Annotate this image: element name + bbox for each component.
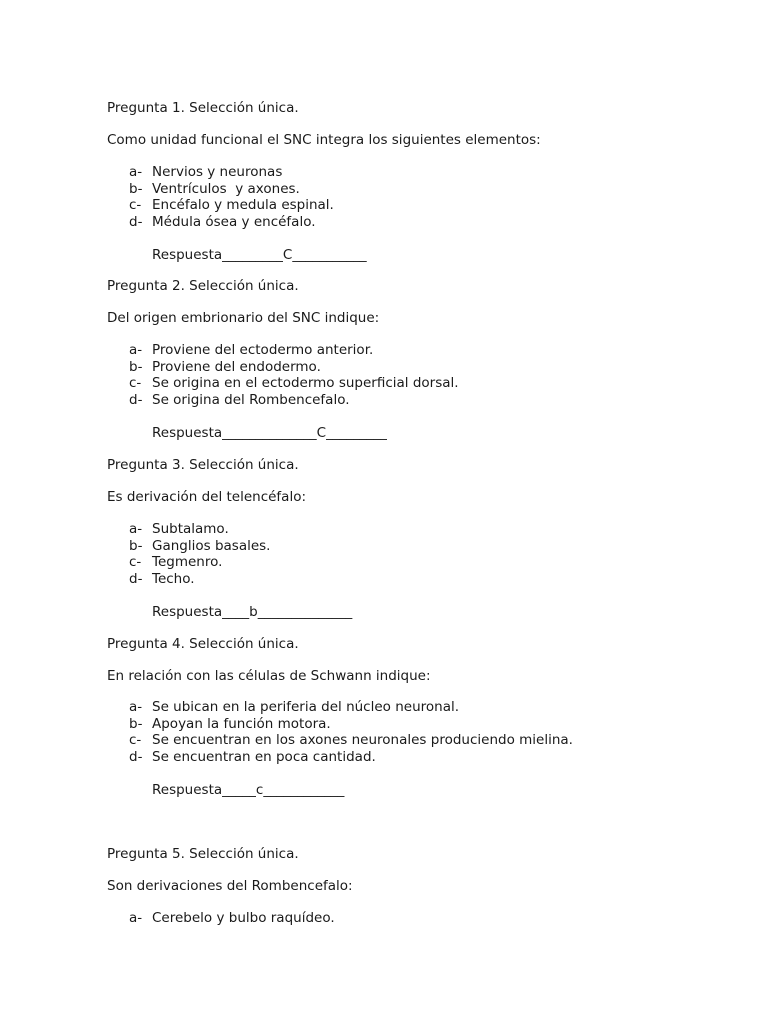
question-4-stem: En relación con las células de Schwann indique: (107, 668, 431, 684)
option-text: Se encuentran en poca cantidad. (152, 749, 376, 766)
option-item (129, 554, 270, 571)
question-4-answer: Respuesta_____c____________ (152, 782, 345, 798)
question-3-title: Pregunta 3. Selección única. (107, 457, 299, 473)
question-5-title: Pregunta 5. Selección única. (107, 846, 299, 862)
option-item (129, 197, 334, 214)
option-item (129, 571, 270, 588)
option-item (129, 181, 334, 198)
option-item (129, 910, 335, 927)
option-text: Cerebelo y bulbo raquídeo. (152, 910, 335, 926)
question-1-stem: Como unidad funcional el SNC integra los siguientes elementos: (107, 132, 541, 148)
option-text: Proviene del ectodermo anterior. (152, 342, 374, 358)
question-3-answer: Respuesta____b______________ (152, 604, 353, 620)
option-letter: a- (129, 342, 143, 358)
option-item (129, 699, 573, 716)
question-3-options (129, 521, 270, 588)
question-3-stem: Es derivación del telencéfalo: (107, 489, 307, 505)
option-letter: d- (129, 571, 143, 588)
option-item (129, 164, 334, 181)
option-item (129, 359, 459, 376)
option-letter: c- (129, 554, 142, 571)
option-text: Ventrículos y axones. (152, 180, 300, 197)
option-text: Subtalamo. (152, 521, 229, 537)
question-2-stem: Del origen embrionario del SNC indique: (107, 310, 380, 326)
option-item (129, 749, 573, 766)
option-text: Se encuentran en los axones neuronales produciendo mielina. (152, 732, 573, 749)
option-text: Proviene del endodermo. (152, 358, 321, 375)
option-text: Techo. (152, 571, 195, 588)
option-letter: a- (129, 164, 143, 180)
option-letter: b- (129, 715, 143, 732)
option-letter: c- (129, 732, 142, 749)
question-5-options (129, 910, 335, 927)
option-item (129, 392, 459, 409)
option-text: Ganglios basales. (152, 537, 271, 554)
option-text: Nervios y neuronas (152, 164, 283, 180)
option-letter: a- (129, 910, 143, 926)
question-1-options (129, 164, 334, 231)
option-text: Apoyan la función motora. (152, 715, 331, 732)
option-text: Médula ósea y encéfalo. (152, 214, 316, 231)
question-5-stem: Son derivaciones del Rombencefalo: (107, 878, 353, 894)
option-item (129, 521, 270, 538)
option-letter: a- (129, 699, 143, 715)
option-letter: c- (129, 197, 142, 214)
option-letter: b- (129, 358, 143, 375)
option-text: Se origina en el ectodermo superficial dorsal. (152, 375, 459, 392)
option-letter: b- (129, 180, 143, 197)
option-letter: d- (129, 749, 143, 766)
option-item (129, 716, 573, 733)
question-2-title: Pregunta 2. Selección única. (107, 278, 299, 294)
question-1-title: Pregunta 1. Selección única. (107, 100, 299, 116)
question-2-answer: Respuesta______________C_________ (152, 425, 387, 441)
option-item (129, 375, 459, 392)
option-text: Tegmenro. (152, 554, 223, 571)
option-letter: a- (129, 521, 143, 537)
question-4-options (129, 699, 573, 766)
option-text: Se origina del Rombencefalo. (152, 392, 350, 409)
option-item (129, 214, 334, 231)
option-letter: c- (129, 375, 142, 392)
option-item (129, 342, 459, 359)
option-letter: d- (129, 392, 143, 409)
option-letter: d- (129, 214, 143, 231)
option-text: Encéfalo y medula espinal. (152, 197, 334, 214)
option-letter: b- (129, 537, 143, 554)
question-2-options (129, 342, 459, 409)
question-1-answer: Respuesta_________C___________ (152, 247, 367, 263)
option-item (129, 538, 270, 555)
option-text: Se ubican en la periferia del núcleo neuronal. (152, 699, 460, 715)
option-item (129, 732, 573, 749)
question-4-title: Pregunta 4. Selección única. (107, 636, 299, 652)
